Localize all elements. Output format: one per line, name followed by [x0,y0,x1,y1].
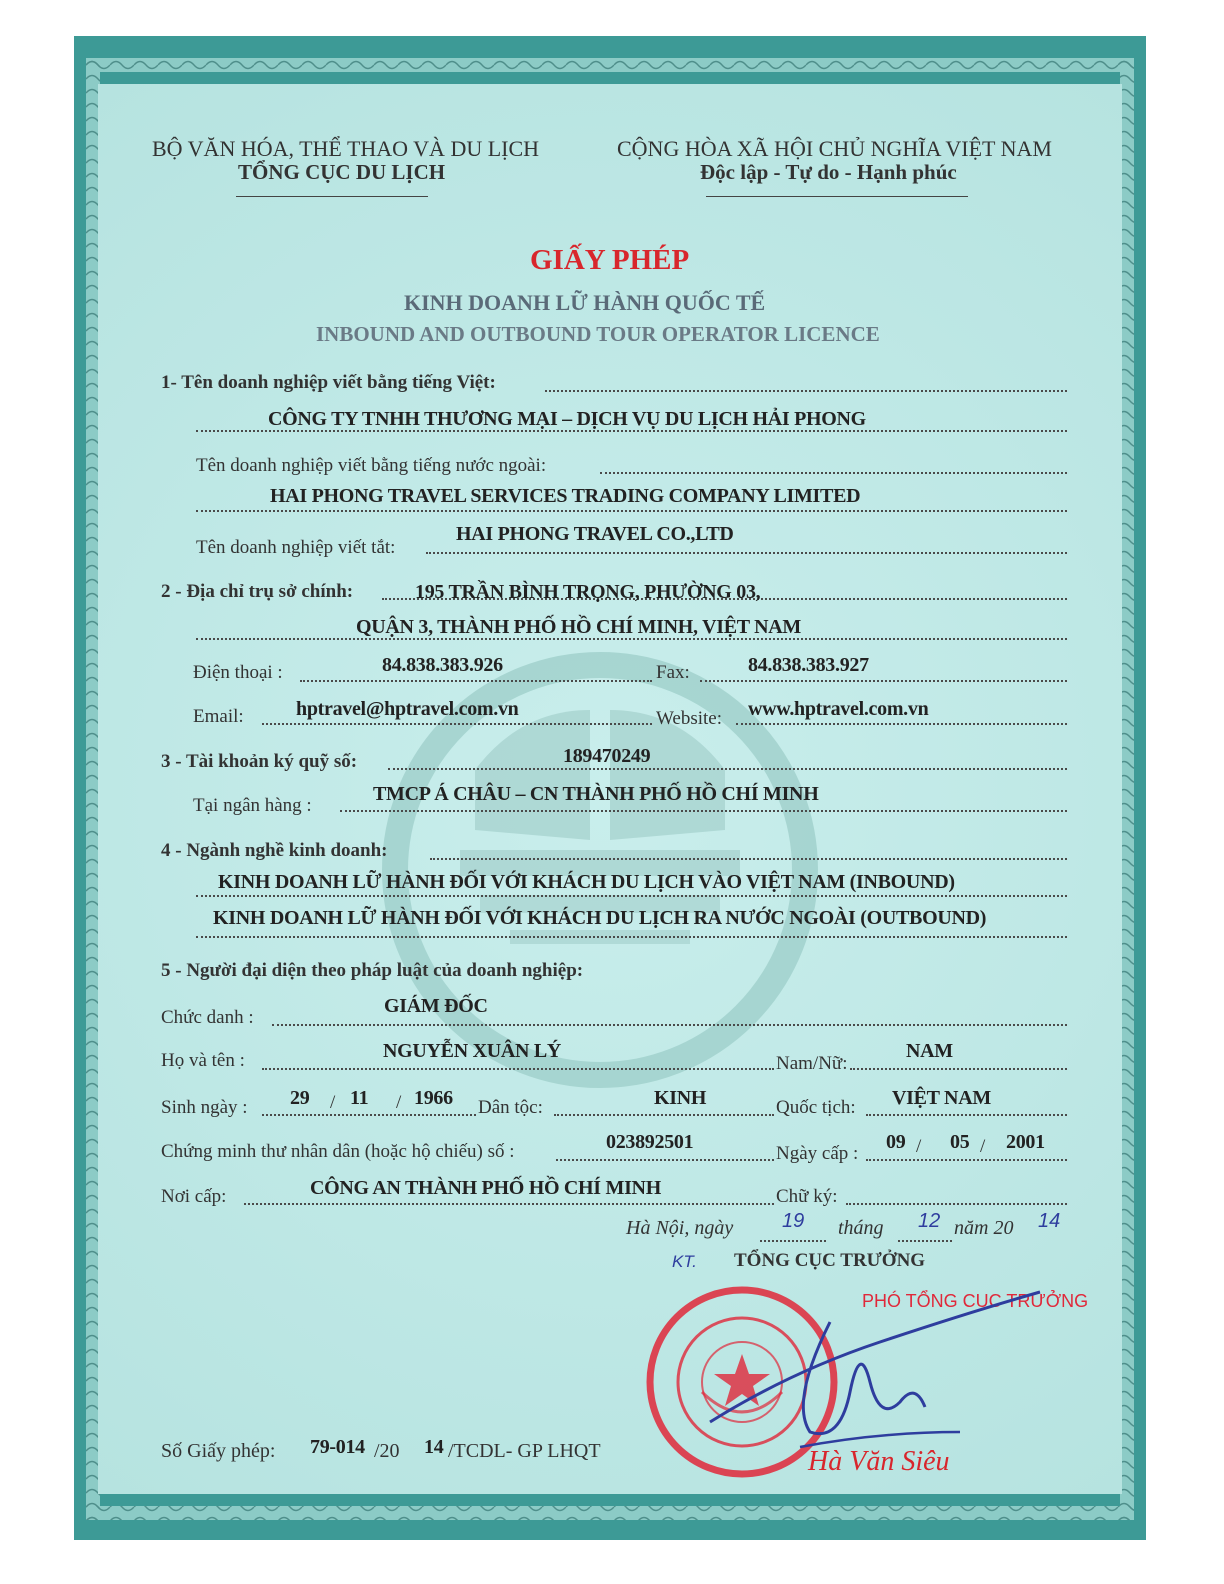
dob-label: Sinh ngày : [161,1097,248,1118]
document-title: GIẤY PHÉP [530,244,690,276]
website-label: Website: [656,708,723,729]
bank-name: TMCP Á CHÂU – CN THÀNH PHỐ HỒ CHÍ MINH [373,783,819,805]
dotted-line [272,1024,1067,1026]
handwritten-signature-icon [700,1282,1050,1462]
dotted-line [196,936,1067,938]
motto-underline [706,196,968,197]
licence-number: 79-014 [310,1436,365,1458]
dotted-line [196,510,1067,512]
dotted-line [760,1240,826,1242]
section5-label: 5 - Người đại diện theo pháp luật của doanh nghiệp: [161,960,584,981]
licence-suffix: /TCDL- GP LHQT [448,1440,601,1462]
issue-month: 05 [950,1131,970,1153]
dob-month: 11 [350,1087,369,1109]
dotted-line [866,1159,1067,1161]
signer-title: TỔNG CỤC TRƯỞNG [734,1250,926,1271]
licence-label: Số Giấy phép: [161,1440,276,1462]
dotted-line [196,430,1067,432]
company-name-vi: CÔNG TY TNHH THƯƠNG MẠI – DỊCH VỤ DU LỊCH HẢI PHONG [268,408,866,430]
issue-separator: / [916,1136,922,1157]
signing-year: 14 [1038,1210,1061,1232]
agency-name: TỔNG CỤC DU LỊCH [238,160,446,184]
dotted-line [340,810,1067,812]
kt-mark: KT. [672,1252,697,1271]
dotted-line [554,1114,774,1116]
dotted-line [736,723,1067,725]
issue-year: 2001 [1006,1131,1045,1153]
dotted-line [262,1114,476,1116]
republic-name: CỘNG HÒA XÃ HỘI CHỦ NGHĨA VIỆT NAM [617,136,1052,161]
dotted-line [700,680,1067,682]
section4-label: 4 - Ngành nghề kinh doanh: [161,840,388,861]
position-label: Chức danh : [161,1007,254,1028]
nationality-label: Quốc tịch: [776,1097,856,1118]
dotted-line [846,1203,1067,1205]
issue-day: 09 [886,1131,906,1153]
address-line1: 195 TRẦN BÌNH TRỌNG, PHƯỜNG 03, [415,581,761,603]
issue-place-label: Nơi cấp: [161,1186,227,1207]
position-value: GIÁM ĐỐC [384,995,488,1017]
agency-underline [236,196,428,197]
dob-separator: / [396,1092,402,1113]
dotted-line [600,472,1067,474]
document-subtitle-en: INBOUND AND OUTBOUND TOUR OPERATOR LICENCE [316,322,880,346]
section1-label: 1- Tên doanh nghiệp viết bằng tiếng Việt: [161,372,496,393]
dotted-line [244,1203,774,1205]
signer-name: Hà Văn Siêu [808,1446,950,1477]
email-value: hptravel@hptravel.com.vn [296,698,519,720]
dob-year: 1966 [414,1087,453,1109]
gender-value: NAM [906,1040,953,1062]
phone-label: Điện thoại : [193,662,283,683]
dotted-line [866,1114,1067,1116]
representative-name: NGUYỄN XUÂN LÝ [383,1040,562,1062]
id-label: Chứng minh thư nhân dân (hoặc hộ chiếu) số : [161,1141,515,1162]
dotted-line [850,1068,1067,1070]
phone-value: 84.838.383.926 [382,654,503,676]
email-label: Email: [193,706,244,727]
document-subtitle-vi: KINH DOANH LỮ HÀNH QUỐC TẾ [404,290,766,315]
gender-label: Nam/Nữ: [776,1053,848,1074]
place-date-prefix: Hà Nội, ngày [626,1217,734,1239]
id-value: 023892501 [606,1131,694,1153]
signing-day: 19 [782,1210,805,1232]
foreign-name-label: Tên doanh nghiệp viết bằng tiếng nước ngoài: [196,455,547,476]
ministry-name: BỘ VĂN HÓA, THỂ THAO VÀ DU LỊCH [152,136,540,161]
deputy-title-stamp: PHÓ TỔNG CỤC TRƯỞNG [862,1291,1089,1311]
company-name-foreign: HAI PHONG TRAVEL SERVICES TRADING COMPANY LIMITED [270,485,861,507]
section2-label: 2 - Địa chỉ trụ sở chính: [161,581,354,602]
dotted-line [898,1240,952,1242]
bank-label: Tại ngân hàng : [193,795,312,816]
short-name-label: Tên doanh nghiệp viết tắt: [196,537,396,558]
dotted-line [300,680,652,682]
dotted-line [196,895,1067,897]
dotted-line [196,638,1067,640]
licence-year: 14 [424,1436,444,1458]
signature-label: Chữ ký: [776,1186,838,1207]
dotted-line [262,1068,774,1070]
signing-month: 12 [918,1210,941,1232]
year-label: năm 20 [954,1217,1014,1239]
dotted-line [426,552,1067,554]
issue-separator: / [980,1136,986,1157]
issue-place-value: CÔNG AN THÀNH PHỐ HỒ CHÍ MINH [310,1177,661,1199]
address-line2: QUẬN 3, THÀNH PHỐ HỒ CHÍ MINH, VIỆT NAM [356,616,801,638]
name-label: Họ và tên : [161,1050,245,1071]
deposit-account: 189470249 [563,745,651,767]
fax-label: Fax: [656,662,690,683]
dotted-line [262,723,652,725]
dob-day: 29 [290,1087,310,1109]
section3-label: 3 - Tài khoản ký quỹ số: [161,751,358,772]
company-name-short: HAI PHONG TRAVEL CO.,LTD [456,523,734,545]
licence-mid: /20 [374,1440,400,1462]
issue-date-label: Ngày cấp : [776,1143,859,1164]
national-motto: Độc lập - Tự do - Hạnh phúc [700,160,957,184]
business-line1: KINH DOANH LỮ HÀNH ĐỐI VỚI KHÁCH DU LỊCH VÀO VIỆT NAM (INBOUND) [218,871,955,893]
ethnicity-value: KINH [654,1087,707,1109]
dotted-line [388,768,1067,770]
business-line2: KINH DOANH LỮ HÀNH ĐỐI VỚI KHÁCH DU LỊCH RA NƯỚC NGOÀI (OUTBOUND) [213,907,987,929]
dotted-line [545,390,1067,392]
nationality-value: VIỆT NAM [892,1087,991,1109]
dotted-line [556,1159,774,1161]
website-value: www.hptravel.com.vn [748,698,929,720]
dob-separator: / [330,1092,336,1113]
fax-value: 84.838.383.927 [748,654,869,676]
month-label: tháng [838,1217,884,1239]
ethnicity-label: Dân tộc: [478,1097,543,1118]
dotted-line [430,858,1067,860]
